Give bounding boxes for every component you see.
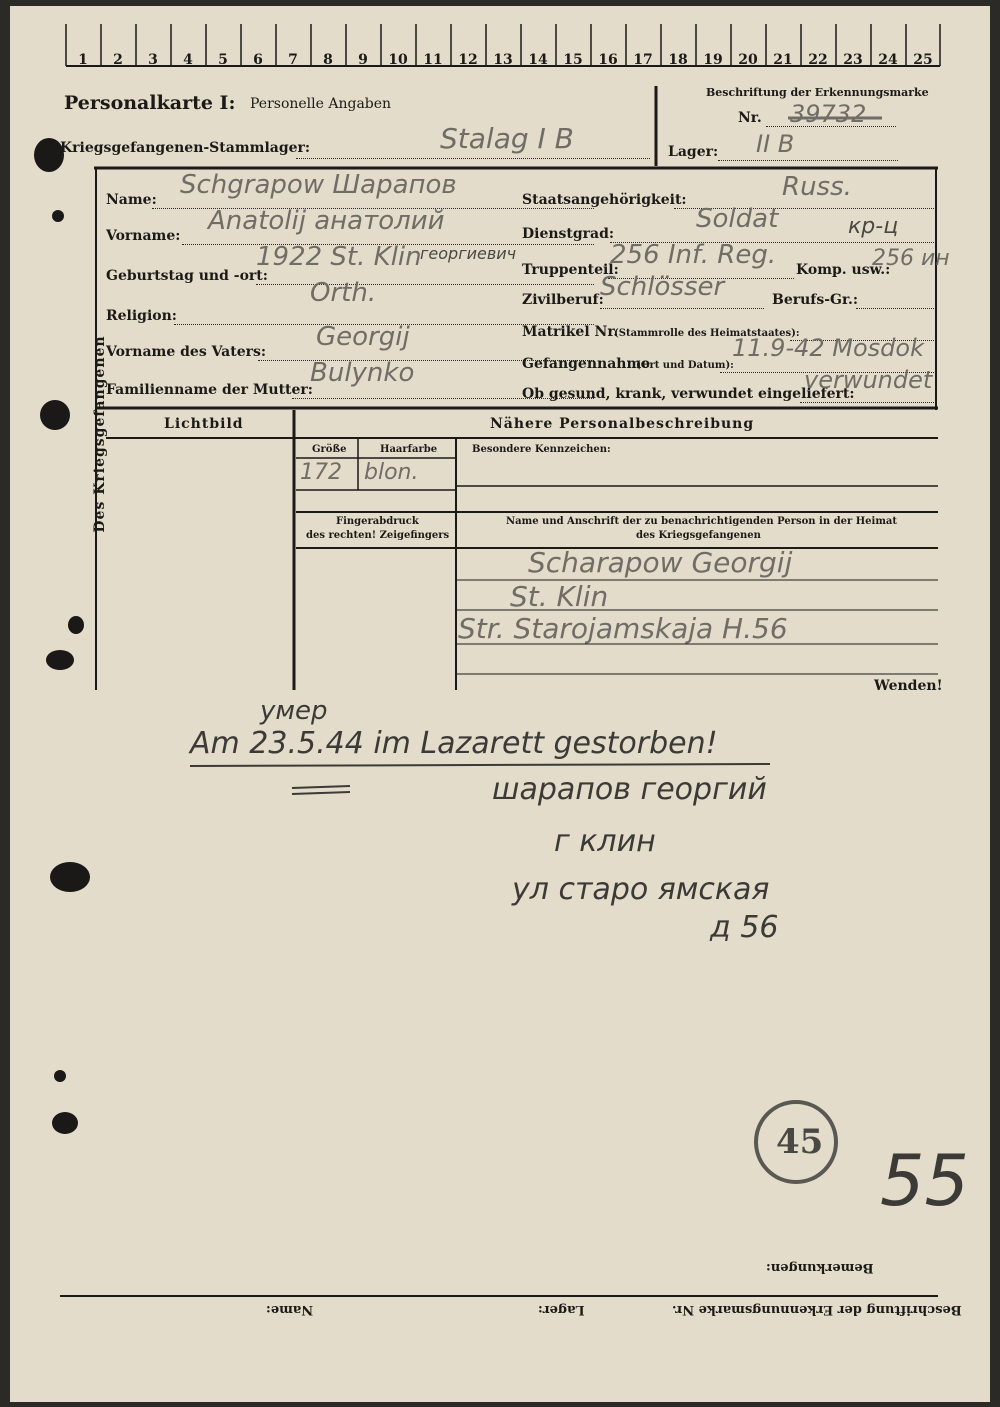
footer-lager: Lager:: [538, 1302, 585, 1317]
truppenteil-value: 256 Inf. Reg.: [610, 240, 777, 270]
ruler-number: 15: [563, 52, 583, 68]
footer-marke: Beschriftung der Erkennungsmarke Nr.: [672, 1302, 962, 1317]
dienstgrad-label: Dienstgrad:: [522, 226, 615, 242]
field-value: Bulynko: [310, 358, 415, 388]
field-value: Anatolij анатолий: [208, 206, 445, 236]
contact-value-2: St. Klin: [510, 580, 609, 613]
komp-label: Komp. usw.:: [796, 262, 891, 278]
ruler-number: 22: [808, 52, 828, 68]
zivilberuf-dots: [600, 308, 764, 309]
field-label: Vorname des Vaters:: [106, 344, 267, 360]
ruler-number: 11: [423, 52, 443, 68]
beschreibung-label: Nähere Personalbeschreibung: [490, 416, 755, 432]
archive-stamp: 45: [776, 1122, 824, 1162]
gesund-value: verwundet: [804, 366, 933, 394]
contact-value-3: Str. Starojamskaja H.56: [458, 612, 788, 645]
ruler-number: 5: [218, 52, 228, 68]
gefangennahme-small: (Ort und Datum):: [636, 360, 734, 371]
ruler-number: 23: [843, 52, 863, 68]
field-value: 1922 St. Klin: [256, 242, 422, 272]
dienstgrad-note: кр-ц: [848, 214, 899, 239]
ruler-number: 18: [668, 52, 688, 68]
ruler-number: 16: [598, 52, 618, 68]
dienstgrad-value: Soldat: [696, 204, 779, 234]
groesse-value: 172: [300, 460, 342, 485]
footer-bemerkungen: Bemerkungen:: [766, 1260, 874, 1275]
lichtbild-label: Lichtbild: [164, 416, 244, 432]
page-number: 55: [880, 1140, 970, 1222]
haarfarbe-value: blon.: [364, 460, 419, 485]
field-dots: [256, 284, 594, 285]
punch-hole: [52, 210, 64, 222]
field-label: Familienname der Mutter:: [106, 382, 313, 398]
side-label: Des Kriegsgefangenen: [92, 335, 108, 533]
punch-hole: [50, 862, 90, 892]
field-label: Vorname:: [106, 228, 181, 244]
lager-label: Lager:: [668, 144, 719, 160]
contact-value-1: Scharapow Georgij: [528, 546, 793, 579]
field-value: Orth.: [310, 278, 377, 308]
stammlager-value: Stalag I B: [440, 122, 574, 155]
matrikel-small: (Stammrolle des Heimatstaates):: [614, 328, 800, 339]
contact-label-1: Name und Anschrift der zu benachrichtigenden Person in der Heimat: [506, 516, 898, 527]
field-value: Schgrapow Шарапов: [180, 170, 457, 200]
erkennungsmarke-label: Beschriftung der Erkennungsmarke: [706, 86, 929, 99]
note-ru-4: д 56: [710, 910, 779, 945]
ruler-number: 8: [323, 52, 333, 68]
patronymic-note: георгиевич: [420, 244, 517, 263]
ruler-number: 10: [388, 52, 408, 68]
ruler-number: 9: [358, 52, 368, 68]
kennzeichen-label: Besondere Kennzeichen:: [472, 444, 611, 455]
ruler-number: 2: [113, 52, 123, 68]
ruler-number: 19: [703, 52, 723, 68]
finger-label-2: des rechten! Zeigefingers: [306, 530, 450, 541]
truppenteil-label: Truppenteil:: [522, 262, 619, 278]
note-ru-3: ул старо ямская: [512, 872, 770, 907]
gesund-dots: [800, 402, 934, 403]
groesse-label: Größe: [312, 444, 347, 455]
ruler-number: 20: [738, 52, 758, 68]
komp-value: 256 ин: [872, 246, 950, 271]
field-value: Georgij: [316, 322, 410, 352]
zivilberuf-label: Zivilberuf:: [522, 292, 604, 308]
ruler-number: 7: [288, 52, 298, 68]
contact-label-2: des Kriegsgefangenen: [636, 530, 761, 541]
nr-label: Nr.: [738, 110, 762, 126]
ruler-number: 6: [253, 52, 263, 68]
ruler-number: 3: [148, 52, 158, 68]
berufsgr-label: Berufs-Gr.:: [772, 292, 859, 308]
ruler-number: 21: [773, 52, 793, 68]
staat-label: Staatsangehörigkeit:: [522, 192, 687, 208]
ruler-number: 24: [878, 52, 898, 68]
note-ru-1: шарапов георгий: [492, 772, 767, 807]
ruler-number: 1: [78, 52, 88, 68]
card-subtitle: Personelle Angaben: [250, 96, 392, 112]
stammlager-label: Kriegsgefangenen-Stammlager:: [60, 140, 311, 156]
staat-value: Russ.: [782, 172, 852, 202]
ruler-number: 14: [528, 52, 548, 68]
note-umer: умер: [260, 696, 328, 726]
finger-label-1: Fingerabdruck: [336, 516, 419, 527]
field-label: Geburtstag und -ort:: [106, 268, 268, 284]
ruler-number: 4: [183, 52, 193, 68]
punch-hole: [68, 616, 84, 634]
gefangennahme-label: Gefangennahme: [522, 356, 651, 372]
wenden-label: Wenden!: [874, 678, 943, 694]
ruler-number: 12: [458, 52, 478, 68]
gesund-label: Ob gesund, krank, verwundet eingeliefert:: [522, 386, 855, 402]
form-grid-lines: [10, 6, 990, 1402]
ruler-number: 17: [633, 52, 653, 68]
punch-hole: [40, 400, 70, 430]
ruler-number: 13: [493, 52, 513, 68]
field-label: Name:: [106, 192, 157, 208]
stammlager-dots: [296, 158, 650, 159]
gefangennahme-value: 11.9-42 Mosdok: [732, 334, 924, 362]
punch-hole: [46, 650, 74, 670]
nr-value: 39732: [790, 100, 867, 128]
footer-name: Name:: [266, 1302, 314, 1317]
field-label: Religion:: [106, 308, 177, 324]
ruler-number: 25: [913, 52, 933, 68]
berufsgr-dots: [856, 308, 934, 309]
punch-hole: [54, 1070, 66, 1082]
lager-dots: [718, 160, 898, 161]
punch-hole: [52, 1112, 78, 1134]
note-ru-2: г клин: [554, 824, 656, 859]
matrikel-label: Matrikel Nr.: [522, 324, 619, 340]
haarfarbe-label: Haarfarbe: [380, 444, 438, 455]
note-death: Am 23.5.44 im Lazarett gestorben!: [190, 726, 718, 761]
zivilberuf-value: Schlösser: [600, 272, 725, 302]
lager-value: II B: [756, 130, 795, 158]
card-title: Personalkarte I:: [64, 92, 236, 114]
personalkarte-document: [10, 6, 990, 1402]
